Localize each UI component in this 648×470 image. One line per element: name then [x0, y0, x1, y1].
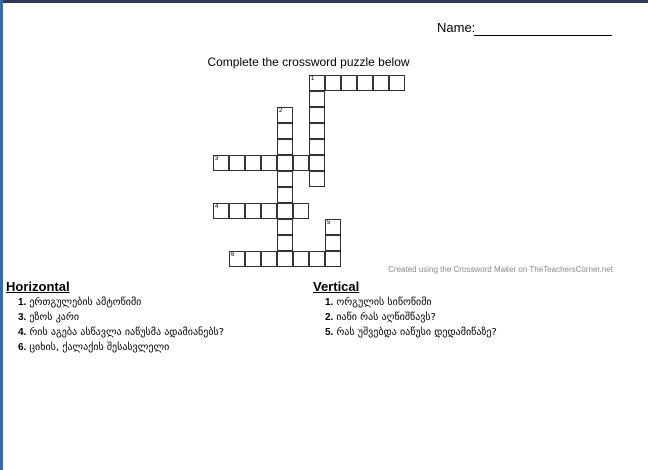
grid-cell[interactable] [277, 139, 293, 155]
grid-cell[interactable] [293, 155, 309, 171]
grid-cell[interactable] [277, 155, 293, 171]
clue-text: იაწი რას აღწიშწავს? [336, 312, 436, 323]
grid-cell[interactable] [325, 75, 341, 91]
grid-cell[interactable] [261, 251, 277, 267]
grid-cell[interactable] [245, 251, 261, 267]
name-label: Name: [437, 20, 476, 35]
grid-cell[interactable] [389, 75, 405, 91]
grid-cell[interactable] [229, 251, 245, 267]
clue-text: ეზოს კარი [29, 312, 80, 323]
grid-cell[interactable] [261, 203, 277, 219]
grid-cell[interactable] [309, 155, 325, 171]
clue-text: ერთგულების ამტოწიმი [29, 297, 142, 308]
clue-number: 6. [18, 342, 27, 353]
cell-number: 4 [215, 204, 219, 210]
name-field[interactable] [474, 35, 612, 36]
grid-cell[interactable] [357, 75, 373, 91]
clue-item [18, 340, 224, 355]
clue-item [18, 295, 224, 310]
vertical-clue-list [325, 295, 497, 340]
horizontal-clue-list [18, 295, 224, 355]
clue-number: 2. [325, 312, 334, 323]
clue-item [325, 295, 497, 310]
grid-cell[interactable] [309, 91, 325, 107]
clue-text: ციხის, ქალაქის შესასვლელი [29, 342, 170, 353]
clue-item [325, 310, 497, 325]
clue-text: ორგულის სიწოწიმი [336, 297, 432, 308]
horizontal-heading: Horizontal [6, 279, 70, 294]
grid-cell[interactable] [277, 107, 293, 123]
clue-item [325, 325, 497, 340]
clue-number: 1. [325, 297, 334, 308]
clue-text: რის აგება ასწავლა იაწუსმა ადამიანებს? [29, 327, 225, 338]
grid-cell[interactable] [229, 203, 245, 219]
grid-cell[interactable] [341, 75, 357, 91]
grid-cell[interactable] [293, 203, 309, 219]
cell-number: 3 [215, 156, 219, 162]
clue-number: 5. [325, 327, 334, 338]
grid-cell[interactable] [325, 235, 341, 251]
clue-number: 1. [18, 297, 27, 308]
clue-text: რას უშვებდა იაწუსი დედამიწაზე? [336, 327, 497, 338]
grid-cell[interactable] [277, 203, 293, 219]
credit-text: Created using the Crossword Maker on TheTeachersCorner.net [388, 265, 613, 274]
clue-item [18, 325, 224, 340]
grid-cell[interactable] [309, 171, 325, 187]
grid-cell[interactable] [309, 107, 325, 123]
cell-number: 5 [327, 220, 331, 226]
vertical-heading: Vertical [313, 279, 360, 294]
grid-cell[interactable] [277, 251, 293, 267]
grid-cell[interactable] [277, 171, 293, 187]
grid-cell[interactable] [309, 139, 325, 155]
puzzle-title: Complete the crossword puzzle below [207, 55, 410, 69]
grid-cell[interactable] [277, 219, 293, 235]
clue-item [18, 310, 224, 325]
cell-number: 2 [279, 108, 283, 114]
grid-cell[interactable] [213, 155, 229, 171]
grid-cell[interactable] [309, 75, 325, 91]
top-border [0, 0, 648, 3]
grid-cell[interactable] [229, 155, 245, 171]
grid-cell[interactable] [261, 155, 277, 171]
grid-cell[interactable] [245, 155, 261, 171]
grid-cell[interactable] [277, 187, 293, 203]
grid-cell[interactable] [309, 123, 325, 139]
grid-cell[interactable] [213, 203, 229, 219]
cell-number: 6 [231, 252, 235, 258]
grid-cell[interactable] [245, 203, 261, 219]
grid-cell[interactable] [325, 219, 341, 235]
left-border [0, 0, 3, 470]
grid-cell[interactable] [325, 251, 341, 267]
grid-cell[interactable] [373, 75, 389, 91]
grid-cell[interactable] [293, 251, 309, 267]
grid-cell[interactable] [277, 235, 293, 251]
clue-number: 3. [18, 312, 27, 323]
cell-number: 1 [311, 76, 315, 82]
grid-cell[interactable] [309, 251, 325, 267]
clue-number: 4. [18, 327, 27, 338]
grid-cell[interactable] [277, 123, 293, 139]
